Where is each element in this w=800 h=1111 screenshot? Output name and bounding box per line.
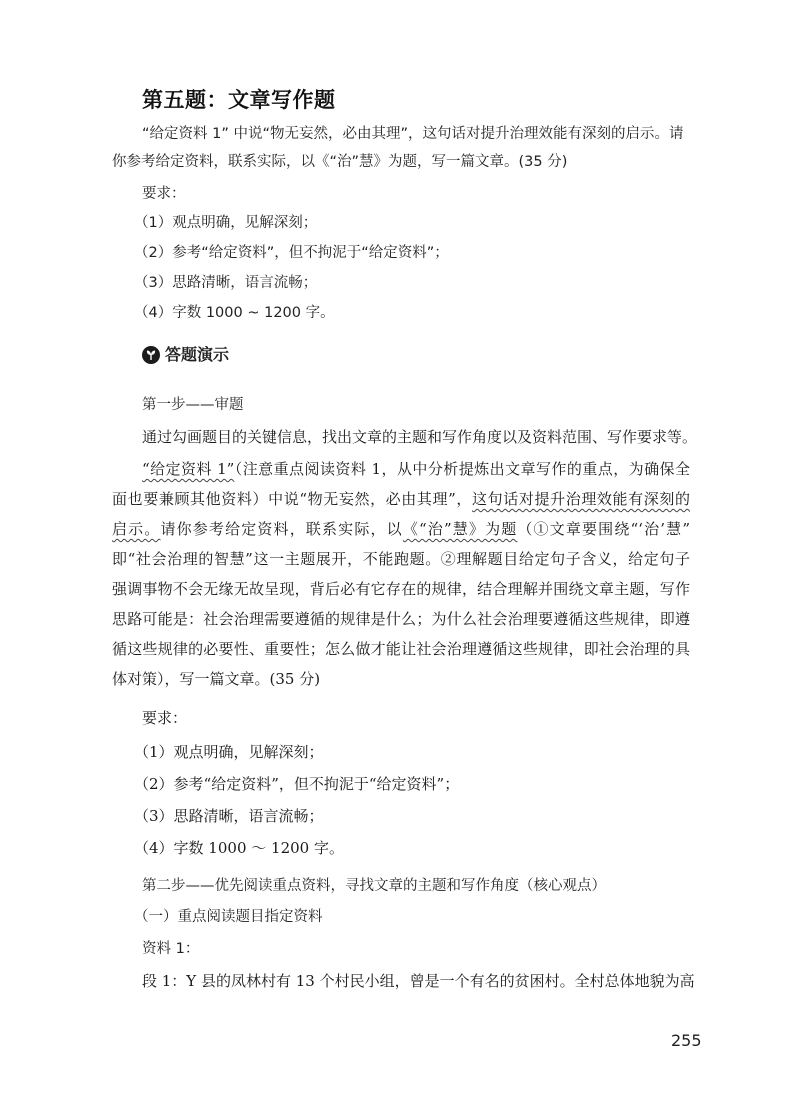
- highlight-title: 《“治”慧》为题: [402, 520, 518, 538]
- step2-title: 第二步——优先阅读重点资料，寻找文章的主题和写作角度（核心观点）: [142, 878, 606, 894]
- material-label: 资料 1：: [142, 941, 200, 957]
- step1-paragraph-line-3-d: （①文章要围绕“‘治’慧”: [517, 520, 690, 538]
- step1-requirement-4: （4）字数 1000 ～ 1200 字。: [134, 839, 344, 857]
- step1-paragraph-line-2-a: 面也要兼顾其他资料）中说“物无妄然，必由其理”，: [112, 490, 473, 508]
- step1-requirement-3: （3）思路清晰，语言流畅；: [134, 807, 324, 825]
- question-requirement-2: （2）参考“给定资料”，但不拘泥于“给定资料”；: [134, 245, 449, 261]
- page-heading: 第五题：文章写作题: [142, 88, 336, 112]
- highlight-sentence: 这句话对提升治理效能有深刻的: [472, 490, 690, 508]
- step1-requirement-2: （2）参考“给定资料”，但不拘泥于“给定资料”；: [134, 775, 460, 793]
- step1-paragraph-line-3: [112, 519, 690, 539]
- step1-paragraph-line-3-b: 请你参考给定资料，联系实际，以: [160, 520, 403, 538]
- page-number: 255: [671, 1031, 702, 1050]
- step1-requirements-label: 要求：: [142, 709, 188, 727]
- step1-requirement-1: （1）观点明确，见解深刻；: [134, 743, 324, 761]
- step1-intro: 通过勾画题目的关键信息，找出文章的主题和写作角度以及资料范围、写作要求等。: [142, 428, 698, 446]
- step1-paragraph-line-6: 思路可能是：社会治理需要遵循的规律是什么；为什么社会治理要遵循这些规律，即遵: [112, 610, 690, 628]
- question-requirements-label: 要求：: [142, 186, 186, 202]
- highlight-enlightenment: 启示。: [112, 520, 161, 538]
- question-requirement-4: （4）字数 1000 ~ 1200 字。: [134, 305, 335, 321]
- step1-paragraph-line-5: 强调事物不会无缘无故呈现，背后必有它存在的规律，结合理解并围绕文章主题，写作: [112, 580, 690, 598]
- material-paragraph-1: 段 1：Y 县的凤林村有 13 个村民小组，曾是一个有名的贫困村。全村总体地貌为高: [142, 972, 695, 990]
- demo-section-label: 答题演示: [165, 345, 230, 364]
- question-requirement-3: （3）思路清晰，语言流畅；: [134, 275, 318, 291]
- step2-subheading: （一）重点阅读题目指定资料: [134, 909, 323, 925]
- step1-paragraph-line-1-text: （注意重点阅读资料 1，从中分析提炼出文章写作的重点，为确保全: [234, 460, 690, 478]
- step1-paragraph-line-2: [112, 489, 690, 509]
- question-requirement-1: （1）观点明确，见解深刻；: [134, 215, 318, 231]
- step1-paragraph-line-4: 即“社会治理的智慧”这一主题展开，不能跑题。②理解题目给定句子含义，给定句子: [112, 550, 690, 568]
- step1-paragraph-line-1: [142, 459, 690, 479]
- step1-paragraph-line-7: 循这些规律的必要性、重要性；怎么做才能让社会治理遵循这些规律，即社会治理的具: [112, 640, 690, 658]
- question-line-2: 你参考给定资料，联系实际，以《“治”慧》为题，写一篇文章。(35 分): [112, 154, 568, 170]
- highlight-given-material: “给定资料 1”: [142, 460, 235, 478]
- leaf-badge-icon: [142, 346, 160, 364]
- question-line-1: “给定资料 1” 中说“物无妄然，必由其理”，这句话对提升治理效能有深刻的启示。请: [142, 126, 684, 142]
- step1-paragraph-line-8: 体对策），写一篇文章。(35 分): [112, 670, 321, 688]
- demo-section-title: [142, 345, 229, 365]
- step1-title: 第一步——审题: [142, 397, 244, 413]
